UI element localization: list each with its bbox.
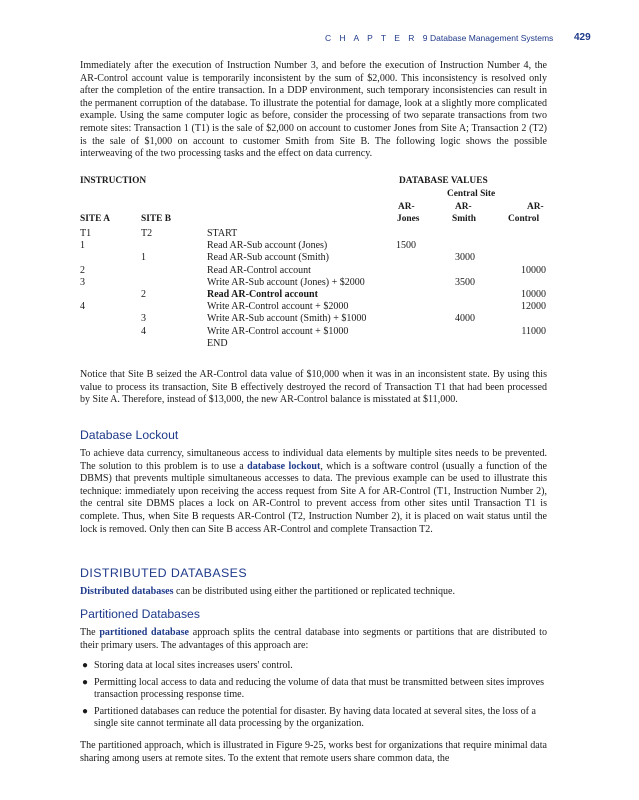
- running-header: [0, 30, 639, 46]
- partitioned-paragraph: [80, 627, 547, 652]
- cell-instruction: Read AR-Control account: [207, 264, 311, 276]
- cell-site-a: 4: [80, 301, 85, 313]
- partitioned-text-after: approach splits the central database into segments or partitions that are distributed to their primary users. The advantages of this approach are:: [80, 627, 547, 651]
- cell-instruction: END: [207, 337, 228, 349]
- keyword-database-lockout: database lockout: [247, 460, 321, 472]
- list-item: [80, 677, 547, 702]
- cell-ar-control: 11000: [521, 325, 546, 337]
- cell-ar-smith: 4000: [455, 313, 475, 325]
- bullet-icon: ●: [82, 705, 89, 717]
- lockout-text-before: To achieve data currency, simultaneous access to individual data elements by multiple sites needs to be prevented. The solution to this problem is to use a: [80, 448, 547, 472]
- cell-instruction: START: [207, 228, 238, 239]
- cell-instruction: Write AR-Control account + $2000: [207, 301, 349, 313]
- table-header-central-site: Central Site: [447, 189, 496, 199]
- cell-instruction: Read AR-Sub account (Smith): [207, 252, 329, 264]
- table-row: [80, 252, 547, 264]
- cell-instruction: Write AR-Sub account (Jones) + $2000: [207, 276, 365, 288]
- cell-ar-jones: 1500: [396, 240, 416, 252]
- distributed-text-after: can be distributed using either the partitioned or replicated technique.: [173, 586, 456, 597]
- keyword-partitioned-database: partitioned database: [99, 627, 190, 638]
- closing-block: [80, 740, 547, 765]
- list-item: [80, 660, 547, 673]
- distributed-block: [80, 586, 547, 599]
- table-row: [80, 265, 547, 277]
- cell-site-a: 3: [80, 276, 85, 288]
- cell-site-b: 3: [141, 313, 146, 325]
- cell-site-b: 2: [141, 289, 146, 300]
- table-row: [80, 338, 547, 350]
- col-ar-smith-1: AR-: [455, 202, 472, 212]
- table-row: [80, 326, 547, 338]
- cell-ar-control: 12000: [521, 301, 546, 313]
- heading-database-lockout: Database Lockout: [80, 428, 179, 442]
- keyword-distributed-databases: Distributed databases: [80, 586, 174, 597]
- notice-paragraph: Notice that Site B seized the AR-Control data value of $10,000 when it was in an inconsistent state. By using this value to process its transaction, Site B effectively destroyed the record of Transaction T1 that had been processed by Site A. Therefore, instead of $13,000, the new AR-Control balance is misstated at $11,000.: [80, 369, 547, 406]
- cell-ar-smith: 3000: [455, 252, 475, 264]
- col-site-b: SITE B: [141, 214, 171, 224]
- table-header-instruction: INSTRUCTION: [80, 176, 147, 186]
- cell-site-a: 1: [80, 240, 85, 252]
- table-row: [80, 277, 547, 289]
- cell-site-a: T1: [80, 228, 92, 239]
- bullet-text: Permitting local access to data and reducing the volume of data that must be transmitted between sites improves transaction processing response time.: [94, 676, 545, 701]
- bullet-icon: ●: [82, 660, 89, 671]
- table-row: [80, 313, 547, 325]
- page-number: 429: [574, 32, 591, 43]
- cell-instruction: Read AR-Control account: [207, 289, 318, 300]
- table-row: [80, 240, 547, 252]
- cell-site-a: 2: [80, 264, 85, 276]
- partitioned-text-before: The: [80, 627, 100, 638]
- intro-block: [80, 60, 547, 161]
- chapter-label: C H A P T E R 9: [325, 33, 431, 43]
- cell-site-b: 1: [141, 252, 146, 264]
- table-row: [80, 228, 547, 240]
- col-ar-jones-2: Jones: [397, 214, 420, 224]
- cell-ar-smith: 3500: [455, 276, 475, 288]
- cell-instruction: Write AR-Control account + $1000: [207, 325, 349, 337]
- advantages-list: [80, 660, 547, 735]
- col-ar-smith-2: Smith: [452, 214, 476, 224]
- cell-site-b: T2: [141, 228, 153, 239]
- col-site-a: SITE A: [80, 214, 110, 224]
- cell-site-b: 4: [141, 325, 146, 337]
- table-row: [80, 289, 547, 301]
- chapter-title: Database Management Systems: [430, 33, 554, 43]
- heading-distributed-databases: DISTRIBUTED DATABASES: [80, 566, 247, 580]
- col-ar-control-1: AR-: [527, 202, 544, 212]
- lockout-paragraph: [80, 448, 547, 536]
- lockout-block: [80, 448, 547, 536]
- cell-instruction: Write AR-Sub account (Smith) + $1000: [207, 313, 367, 325]
- lockout-text-after: , which is a software control (usually a function of the DBMS) that prevents multiple simultaneous accesses to data. The previous example can be used to illustrate this technique: immediately upon receiving the access request from Site A for AR-Control (T1, Instruction Number 2), the central site DBMS places a lock on AR-Control to prevent access from other sites until Transaction T1 is complete. Thus, when Site B requests AR-Control (T2, Instruction Number 2), it is placed on wait status until the lock is removed. Only then can Site B access AR-Control and complete Transaction T2.: [80, 460, 547, 535]
- cell-ar-control: 10000: [521, 264, 546, 276]
- heading-partitioned-databases: Partitioned Databases: [80, 607, 200, 621]
- bullet-icon: ●: [82, 676, 89, 688]
- closing-paragraph: The partitioned approach, which is illustrated in Figure 9-25, works best for organizations that require minimal data sharing among users at remote sites. To the extent that remote users share common data, the: [80, 740, 547, 764]
- col-ar-jones-1: AR-: [398, 202, 415, 212]
- table-header-values: DATABASE VALUES: [399, 176, 488, 186]
- partitioned-block: [80, 627, 547, 652]
- col-ar-control-2: Control: [508, 214, 540, 224]
- cell-instruction: Read AR-Sub account (Jones): [207, 240, 328, 252]
- intro-paragraph: Immediately after the execution of Instruction Number 3, and before the execution of Instruction Number 4, the AR-Control account value is temporarily inconsistent by the sum of $2,000. This inconsistency is resolved only after the completion of the entire transaction. In a DDP environment, such temporary inconsistencies can result in the permanent corruption of the database. To illustrate the potential for damage, look at a slightly more complicated example. Using the same computer logic as before, consider the processing of two separate transactions from two remote sites: Transaction 1 (T1) is the sale of $2,000 on account to customer Jones from Site A; Transaction 2 (T2) is the sale of $1,000 on account to customer Smith from Site B. The following logic shows the possible interweaving of the two processing tasks and the effect on data currency.: [80, 60, 547, 160]
- bullet-text: Storing data at local sites increases users' control.: [94, 660, 293, 671]
- notice-block: [80, 369, 547, 407]
- cell-ar-control: 10000: [521, 289, 546, 300]
- list-item: [80, 706, 547, 731]
- table-row: [80, 301, 547, 313]
- distributed-paragraph: [80, 586, 547, 599]
- bullet-text: Partitioned databases can reduce the potential for disaster. By having data located at several sites, the loss of a single site cannot terminate all data processing by the organization.: [94, 705, 536, 730]
